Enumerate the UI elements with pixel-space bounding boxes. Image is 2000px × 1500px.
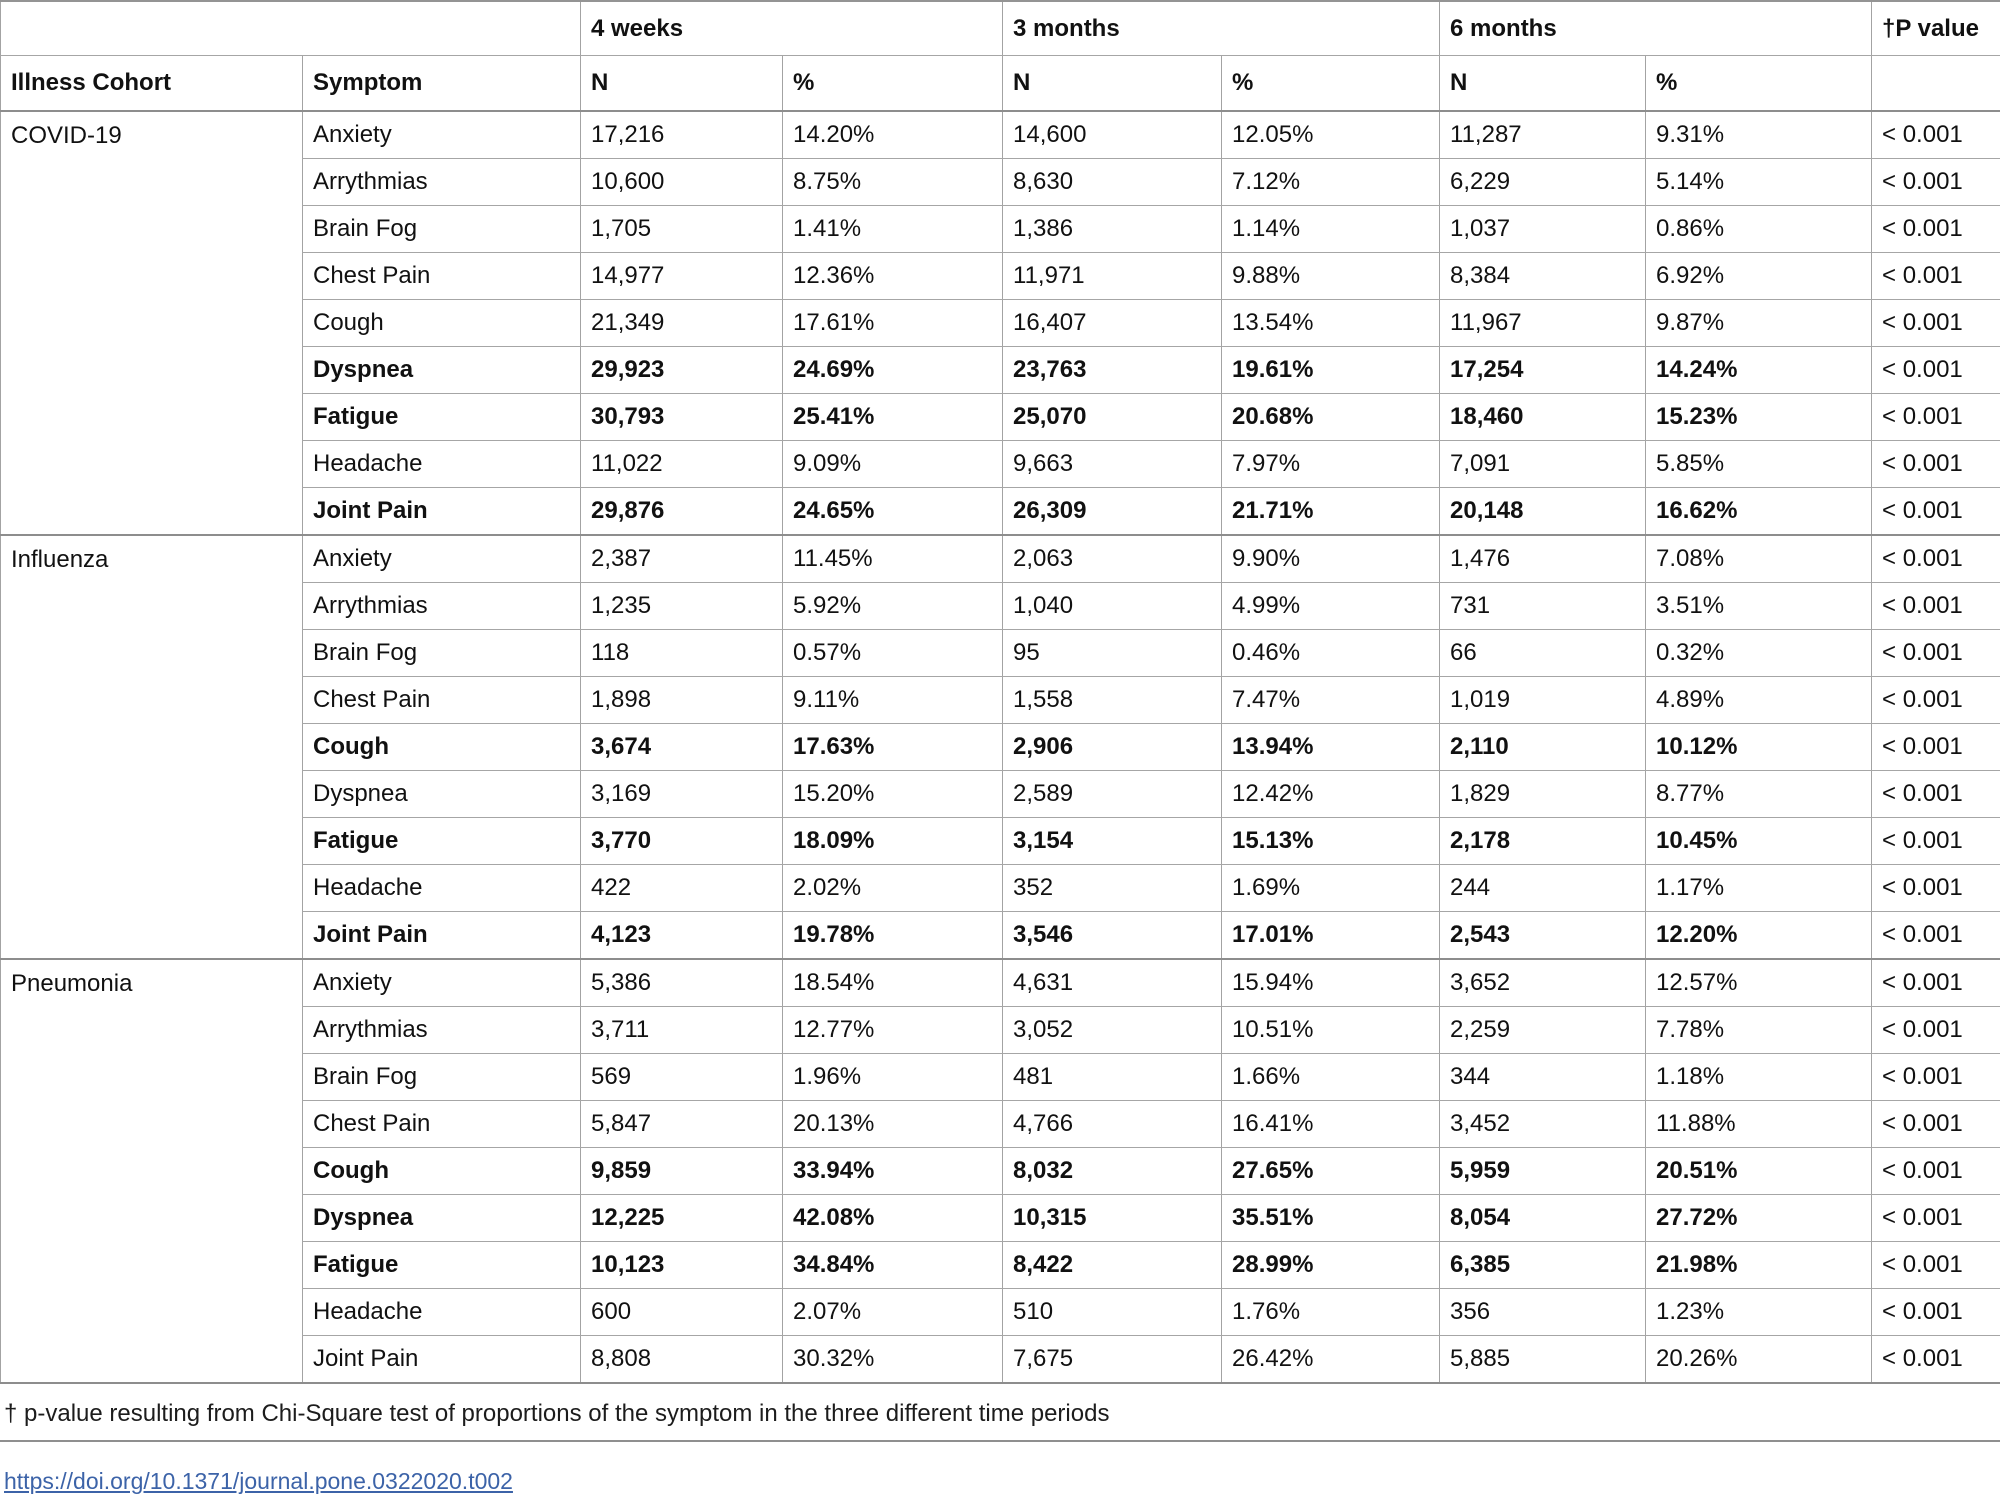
value-cell: 20.51% <box>1646 1148 1872 1195</box>
value-cell: 19.78% <box>783 912 1003 960</box>
value-cell: 25.41% <box>783 394 1003 441</box>
value-cell: 35.51% <box>1222 1195 1440 1242</box>
value-cell: 25,070 <box>1003 394 1222 441</box>
value-cell: 1.66% <box>1222 1054 1440 1101</box>
value-cell: 17.61% <box>783 300 1003 347</box>
value-cell: 1.69% <box>1222 865 1440 912</box>
value-cell: 510 <box>1003 1289 1222 1336</box>
table-footnote: † p-value resulting from Chi-Square test of proportions of the symptom in the three different time periods <box>4 1400 1110 1427</box>
value-cell: 66 <box>1440 630 1646 677</box>
value-cell: 27.72% <box>1646 1195 1872 1242</box>
value-cell: 1,019 <box>1440 677 1646 724</box>
value-cell: 7.47% <box>1222 677 1440 724</box>
doi-link[interactable]: https://doi.org/10.1371/journal.pone.0322020.t002 <box>4 1468 513 1494</box>
value-cell: 4.89% <box>1646 677 1872 724</box>
value-cell: 15.20% <box>783 771 1003 818</box>
symptom-cell: Cough <box>303 724 581 771</box>
value-cell: 16,407 <box>1003 300 1222 347</box>
value-cell: 17,254 <box>1440 347 1646 394</box>
value-cell: 20.13% <box>783 1101 1003 1148</box>
value-cell: 11,967 <box>1440 300 1646 347</box>
value-cell: 8.75% <box>783 159 1003 206</box>
value-cell: 244 <box>1440 865 1646 912</box>
value-cell: 1,386 <box>1003 206 1222 253</box>
value-cell: 5.14% <box>1646 159 1872 206</box>
value-cell: 344 <box>1440 1054 1646 1101</box>
value-cell: 8,032 <box>1003 1148 1222 1195</box>
cohort-label: Pneumonia <box>1 959 303 1383</box>
value-cell: 3,652 <box>1440 959 1646 1007</box>
value-cell: 4,766 <box>1003 1101 1222 1148</box>
value-cell: 27.65% <box>1222 1148 1440 1195</box>
value-cell: 2,589 <box>1003 771 1222 818</box>
symptom-cell: Dyspnea <box>303 771 581 818</box>
value-cell: 1,898 <box>581 677 783 724</box>
symptom-cell: Chest Pain <box>303 1101 581 1148</box>
period-header-3-months: 3 months <box>1003 1 1440 56</box>
n-header-6-months: N <box>1440 56 1646 112</box>
value-cell: 9.09% <box>783 441 1003 488</box>
value-cell: 9.11% <box>783 677 1003 724</box>
pvalue-cell: < 0.001 <box>1872 771 2000 818</box>
value-cell: 9.88% <box>1222 253 1440 300</box>
table-header <box>1 1 2000 111</box>
value-cell: 569 <box>581 1054 783 1101</box>
value-cell: 0.57% <box>783 630 1003 677</box>
value-cell: 21.71% <box>1222 488 1440 536</box>
value-cell: 1,037 <box>1440 206 1646 253</box>
symptom-cell: Brain Fog <box>303 1054 581 1101</box>
pvalue-cell: < 0.001 <box>1872 206 2000 253</box>
value-cell: 0.32% <box>1646 630 1872 677</box>
pvalue-cell: < 0.001 <box>1872 347 2000 394</box>
value-cell: 1.96% <box>783 1054 1003 1101</box>
value-cell: 7,091 <box>1440 441 1646 488</box>
value-cell: 24.65% <box>783 488 1003 536</box>
value-cell: 3,154 <box>1003 818 1222 865</box>
pvalue-subheader-empty <box>1872 56 2000 112</box>
value-cell: 1.41% <box>783 206 1003 253</box>
value-cell: 14,600 <box>1003 111 1222 159</box>
value-cell: 10,123 <box>581 1242 783 1289</box>
symptom-cell: Fatigue <box>303 1242 581 1289</box>
value-cell: 12.20% <box>1646 912 1872 960</box>
value-cell: 30.32% <box>783 1336 1003 1384</box>
value-cell: 0.46% <box>1222 630 1440 677</box>
value-cell: 26.42% <box>1222 1336 1440 1384</box>
value-cell: 352 <box>1003 865 1222 912</box>
value-cell: 7.78% <box>1646 1007 1872 1054</box>
pvalue-cell: < 0.001 <box>1872 959 2000 1007</box>
value-cell: 18.54% <box>783 959 1003 1007</box>
pvalue-cell: < 0.001 <box>1872 865 2000 912</box>
table-row <box>1 535 2000 583</box>
value-cell: 731 <box>1440 583 1646 630</box>
symptom-cell: Anxiety <box>303 959 581 1007</box>
pvalue-cell: < 0.001 <box>1872 1007 2000 1054</box>
value-cell: 21.98% <box>1646 1242 1872 1289</box>
pvalue-cell: < 0.001 <box>1872 818 2000 865</box>
pvalue-cell: < 0.001 <box>1872 1148 2000 1195</box>
value-cell: 600 <box>581 1289 783 1336</box>
value-cell: 3,169 <box>581 771 783 818</box>
empty-header-cell <box>1 1 581 56</box>
value-cell: 14.24% <box>1646 347 1872 394</box>
symptom-cell: Anxiety <box>303 111 581 159</box>
table-body <box>1 111 2000 1383</box>
value-cell: 356 <box>1440 1289 1646 1336</box>
symptom-cell: Fatigue <box>303 394 581 441</box>
value-cell: 2,259 <box>1440 1007 1646 1054</box>
pvalue-cell: < 0.001 <box>1872 1101 2000 1148</box>
value-cell: 3,546 <box>1003 912 1222 960</box>
column-header-row <box>1 56 2000 112</box>
value-cell: 3,770 <box>581 818 783 865</box>
value-cell: 7.12% <box>1222 159 1440 206</box>
value-cell: 12,225 <box>581 1195 783 1242</box>
value-cell: 33.94% <box>783 1148 1003 1195</box>
value-cell: 481 <box>1003 1054 1222 1101</box>
value-cell: 18.09% <box>783 818 1003 865</box>
value-cell: 1.76% <box>1222 1289 1440 1336</box>
value-cell: 17.63% <box>783 724 1003 771</box>
period-header-row <box>1 1 2000 56</box>
symptom-header: Symptom <box>303 56 581 112</box>
value-cell: 11.88% <box>1646 1101 1872 1148</box>
value-cell: 10.51% <box>1222 1007 1440 1054</box>
pvalue-cell: < 0.001 <box>1872 300 2000 347</box>
value-cell: 2.07% <box>783 1289 1003 1336</box>
pvalue-cell: < 0.001 <box>1872 1336 2000 1384</box>
value-cell: 8,384 <box>1440 253 1646 300</box>
pvalue-cell: < 0.001 <box>1872 535 2000 583</box>
value-cell: 29,923 <box>581 347 783 394</box>
value-cell: 4,123 <box>581 912 783 960</box>
value-cell: 8,422 <box>1003 1242 1222 1289</box>
n-header-3-months: N <box>1003 56 1222 112</box>
pvalue-header: †P value <box>1872 1 2000 56</box>
value-cell: 34.84% <box>783 1242 1003 1289</box>
value-cell: 5.85% <box>1646 441 1872 488</box>
value-cell: 7,675 <box>1003 1336 1222 1384</box>
value-cell: 12.42% <box>1222 771 1440 818</box>
symptom-cell: Dyspnea <box>303 1195 581 1242</box>
pvalue-cell: < 0.001 <box>1872 1195 2000 1242</box>
pvalue-cell: < 0.001 <box>1872 159 2000 206</box>
pvalue-cell: < 0.001 <box>1872 630 2000 677</box>
pct-header-3-months: % <box>1222 56 1440 112</box>
period-header-6-months: 6 months <box>1440 1 1872 56</box>
value-cell: 11,022 <box>581 441 783 488</box>
value-cell: 23,763 <box>1003 347 1222 394</box>
symptom-cell: Anxiety <box>303 535 581 583</box>
value-cell: 3.51% <box>1646 583 1872 630</box>
pvalue-cell: < 0.001 <box>1872 488 2000 536</box>
value-cell: 1,040 <box>1003 583 1222 630</box>
symptom-cell: Brain Fog <box>303 630 581 677</box>
value-cell: 1,829 <box>1440 771 1646 818</box>
value-cell: 3,052 <box>1003 1007 1222 1054</box>
pct-header-6-months: % <box>1646 56 1872 112</box>
value-cell: 1.23% <box>1646 1289 1872 1336</box>
value-cell: 5.92% <box>783 583 1003 630</box>
value-cell: 8,054 <box>1440 1195 1646 1242</box>
pvalue-cell: < 0.001 <box>1872 1242 2000 1289</box>
value-cell: 29,876 <box>581 488 783 536</box>
value-cell: 1,705 <box>581 206 783 253</box>
pvalue-cell: < 0.001 <box>1872 1289 2000 1336</box>
pvalue-cell: < 0.001 <box>1872 441 2000 488</box>
footer-divider <box>0 1440 2000 1442</box>
value-cell: 4.99% <box>1222 583 1440 630</box>
symptom-cell: Joint Pain <box>303 912 581 960</box>
value-cell: 0.86% <box>1646 206 1872 253</box>
symptom-cell: Chest Pain <box>303 253 581 300</box>
value-cell: 2,178 <box>1440 818 1646 865</box>
value-cell: 5,885 <box>1440 1336 1646 1384</box>
symptom-cell: Chest Pain <box>303 677 581 724</box>
value-cell: 1,476 <box>1440 535 1646 583</box>
pvalue-cell: < 0.001 <box>1872 724 2000 771</box>
symptom-cell: Joint Pain <box>303 1336 581 1384</box>
symptom-cell: Joint Pain <box>303 488 581 536</box>
period-header-4-weeks: 4 weeks <box>581 1 1003 56</box>
symptom-cell: Fatigue <box>303 818 581 865</box>
value-cell: 95 <box>1003 630 1222 677</box>
value-cell: 30,793 <box>581 394 783 441</box>
value-cell: 3,452 <box>1440 1101 1646 1148</box>
value-cell: 2,110 <box>1440 724 1646 771</box>
value-cell: 5,959 <box>1440 1148 1646 1195</box>
value-cell: 21,349 <box>581 300 783 347</box>
value-cell: 6.92% <box>1646 253 1872 300</box>
value-cell: 15.23% <box>1646 394 1872 441</box>
pvalue-cell: < 0.001 <box>1872 111 2000 159</box>
value-cell: 19.61% <box>1222 347 1440 394</box>
value-cell: 5,847 <box>581 1101 783 1148</box>
value-cell: 9,663 <box>1003 441 1222 488</box>
table-row <box>1 111 2000 159</box>
value-cell: 1.17% <box>1646 865 1872 912</box>
value-cell: 10.45% <box>1646 818 1872 865</box>
value-cell: 2,906 <box>1003 724 1222 771</box>
value-cell: 1,235 <box>581 583 783 630</box>
value-cell: 11.45% <box>783 535 1003 583</box>
value-cell: 9,859 <box>581 1148 783 1195</box>
value-cell: 12.36% <box>783 253 1003 300</box>
value-cell: 20.68% <box>1222 394 1440 441</box>
pvalue-cell: < 0.001 <box>1872 1054 2000 1101</box>
pct-header-4-weeks: % <box>783 56 1003 112</box>
value-cell: 14,977 <box>581 253 783 300</box>
n-header-4-weeks: N <box>581 56 783 112</box>
value-cell: 9.90% <box>1222 535 1440 583</box>
symptom-cell: Cough <box>303 300 581 347</box>
value-cell: 1.18% <box>1646 1054 1872 1101</box>
cohort-label: COVID-19 <box>1 111 303 535</box>
value-cell: 28.99% <box>1222 1242 1440 1289</box>
value-cell: 3,674 <box>581 724 783 771</box>
value-cell: 1.14% <box>1222 206 1440 253</box>
value-cell: 7.08% <box>1646 535 1872 583</box>
symptom-cell: Headache <box>303 865 581 912</box>
value-cell: 18,460 <box>1440 394 1646 441</box>
value-cell: 16.62% <box>1646 488 1872 536</box>
value-cell: 2.02% <box>783 865 1003 912</box>
symptom-cell: Headache <box>303 1289 581 1336</box>
value-cell: 1,558 <box>1003 677 1222 724</box>
value-cell: 26,309 <box>1003 488 1222 536</box>
value-cell: 118 <box>581 630 783 677</box>
symptom-cell: Dyspnea <box>303 347 581 394</box>
symptom-cell: Headache <box>303 441 581 488</box>
pvalue-cell: < 0.001 <box>1872 253 2000 300</box>
value-cell: 13.94% <box>1222 724 1440 771</box>
symptom-cell: Brain Fog <box>303 206 581 253</box>
value-cell: 9.31% <box>1646 111 1872 159</box>
pvalue-cell: < 0.001 <box>1872 583 2000 630</box>
value-cell: 12.57% <box>1646 959 1872 1007</box>
value-cell: 9.87% <box>1646 300 1872 347</box>
value-cell: 5,386 <box>581 959 783 1007</box>
symptom-cell: Arrythmias <box>303 1007 581 1054</box>
value-cell: 14.20% <box>783 111 1003 159</box>
value-cell: 20.26% <box>1646 1336 1872 1384</box>
value-cell: 12.05% <box>1222 111 1440 159</box>
pvalue-cell: < 0.001 <box>1872 677 2000 724</box>
value-cell: 8,630 <box>1003 159 1222 206</box>
value-cell: 11,287 <box>1440 111 1646 159</box>
value-cell: 7.97% <box>1222 441 1440 488</box>
cohort-label: Influenza <box>1 535 303 959</box>
value-cell: 10,600 <box>581 159 783 206</box>
value-cell: 15.94% <box>1222 959 1440 1007</box>
value-cell: 16.41% <box>1222 1101 1440 1148</box>
value-cell: 12.77% <box>783 1007 1003 1054</box>
value-cell: 24.69% <box>783 347 1003 394</box>
value-cell: 15.13% <box>1222 818 1440 865</box>
pvalue-cell: < 0.001 <box>1872 394 2000 441</box>
value-cell: 13.54% <box>1222 300 1440 347</box>
value-cell: 10,315 <box>1003 1195 1222 1242</box>
value-cell: 6,229 <box>1440 159 1646 206</box>
value-cell: 2,543 <box>1440 912 1646 960</box>
value-cell: 6,385 <box>1440 1242 1646 1289</box>
illness-cohort-header: Illness Cohort <box>1 56 303 112</box>
pvalue-cell: < 0.001 <box>1872 912 2000 960</box>
value-cell: 4,631 <box>1003 959 1222 1007</box>
value-cell: 2,063 <box>1003 535 1222 583</box>
value-cell: 8.77% <box>1646 771 1872 818</box>
value-cell: 10.12% <box>1646 724 1872 771</box>
value-cell: 17,216 <box>581 111 783 159</box>
table-row <box>1 959 2000 1007</box>
symptom-cell: Cough <box>303 1148 581 1195</box>
value-cell: 8,808 <box>581 1336 783 1384</box>
symptom-cell: Arrythmias <box>303 159 581 206</box>
value-cell: 20,148 <box>1440 488 1646 536</box>
value-cell: 3,711 <box>581 1007 783 1054</box>
value-cell: 422 <box>581 865 783 912</box>
value-cell: 2,387 <box>581 535 783 583</box>
value-cell: 11,971 <box>1003 253 1222 300</box>
symptom-cell: Arrythmias <box>303 583 581 630</box>
value-cell: 17.01% <box>1222 912 1440 960</box>
value-cell: 42.08% <box>783 1195 1003 1242</box>
